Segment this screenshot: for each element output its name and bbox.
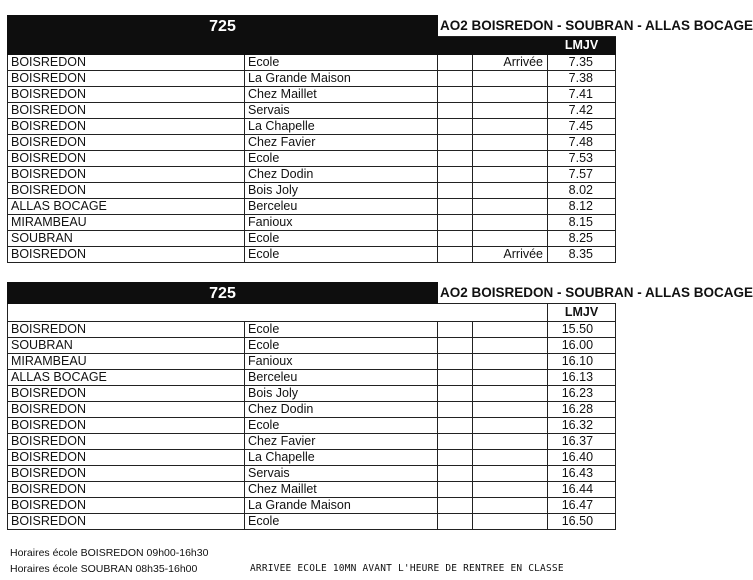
commune-cell: BOISREDON [8, 247, 245, 263]
header-empty-cell [438, 37, 473, 55]
table-row [8, 199, 616, 215]
table-row [8, 55, 616, 71]
header-empty-cell [473, 37, 548, 55]
note-cell [473, 418, 548, 434]
note-cell [473, 183, 548, 199]
empty-cell [438, 498, 473, 514]
table-row [8, 514, 616, 530]
header-empty-cell [8, 304, 245, 322]
note-cell [473, 103, 548, 119]
table-row [8, 322, 616, 338]
table-row [8, 103, 616, 119]
table-row [8, 71, 616, 87]
time-cell: 8.35 [548, 247, 616, 263]
line-number: 725 [8, 283, 438, 304]
table-row [8, 338, 616, 354]
note-cell: Arrivée [473, 247, 548, 263]
stop-cell: La Chapelle [245, 119, 438, 135]
commune-cell: BOISREDON [8, 167, 245, 183]
table-row [8, 466, 616, 482]
timetable-title-row [8, 16, 616, 37]
empty-cell [438, 87, 473, 103]
stop-cell: Ecole [245, 338, 438, 354]
stop-cell: Ecole [245, 55, 438, 71]
stop-cell: Ecole [245, 151, 438, 167]
note-cell [473, 135, 548, 151]
stop-cell: La Chapelle [245, 450, 438, 466]
time-cell: 16.47 [548, 498, 616, 514]
stop-cell: Fanioux [245, 215, 438, 231]
table-row [8, 418, 616, 434]
table-row [8, 231, 616, 247]
empty-cell [438, 231, 473, 247]
empty-cell [438, 151, 473, 167]
time-cell: 7.42 [548, 103, 616, 119]
note-cell [473, 119, 548, 135]
days-label: LMJV [548, 37, 616, 55]
empty-cell [438, 482, 473, 498]
stop-cell: Chez Favier [245, 434, 438, 450]
commune-cell: BOISREDON [8, 103, 245, 119]
table-row [8, 354, 616, 370]
time-cell: 7.38 [548, 71, 616, 87]
empty-cell [438, 338, 473, 354]
note-cell [473, 231, 548, 247]
note-cell [473, 370, 548, 386]
note-cell [473, 514, 548, 530]
stop-cell: Chez Maillet [245, 482, 438, 498]
empty-cell [438, 386, 473, 402]
time-cell: 16.44 [548, 482, 616, 498]
table-row [8, 247, 616, 263]
note-cell [473, 466, 548, 482]
empty-cell [438, 450, 473, 466]
stop-cell: Berceleu [245, 370, 438, 386]
empty-cell [438, 514, 473, 530]
empty-cell [438, 466, 473, 482]
note-cell [473, 386, 548, 402]
commune-cell: BOISREDON [8, 55, 245, 71]
stop-cell: Ecole [245, 514, 438, 530]
time-cell: 16.37 [548, 434, 616, 450]
commune-cell: BOISREDON [8, 514, 245, 530]
time-cell: 16.10 [548, 354, 616, 370]
route-title: AO2 BOISREDON - SOUBRAN - ALLAS BOCAGE [438, 16, 616, 37]
timetable-afternoon [7, 282, 753, 530]
empty-cell [438, 418, 473, 434]
header-empty-cell [245, 304, 438, 322]
table-row [8, 386, 616, 402]
empty-cell [438, 402, 473, 418]
note-cell [473, 167, 548, 183]
empty-cell [438, 135, 473, 151]
stop-cell: Fanioux [245, 354, 438, 370]
stop-cell: Ecole [245, 322, 438, 338]
stop-cell: Bois Joly [245, 386, 438, 402]
commune-cell: BOISREDON [8, 466, 245, 482]
note-cell [473, 199, 548, 215]
stop-cell: Ecole [245, 247, 438, 263]
time-cell: 16.40 [548, 450, 616, 466]
note-cell [473, 482, 548, 498]
empty-cell [438, 103, 473, 119]
commune-cell: BOISREDON [8, 418, 245, 434]
commune-cell: BOISREDON [8, 322, 245, 338]
empty-cell [438, 167, 473, 183]
commune-cell: BOISREDON [8, 482, 245, 498]
commune-cell: BOISREDON [8, 151, 245, 167]
commune-cell: BOISREDON [8, 386, 245, 402]
time-cell: 8.12 [548, 199, 616, 215]
time-cell: 7.45 [548, 119, 616, 135]
header-empty-cell [8, 37, 245, 55]
table-row [8, 402, 616, 418]
note-cell [473, 322, 548, 338]
stop-cell: Ecole [245, 418, 438, 434]
footer-arrival-note: ARRIVEE ECOLE 10MN AVANT L'HEURE DE RENTREE EN CLASSE [250, 563, 564, 574]
header-empty-cell [473, 304, 548, 322]
note-cell [473, 354, 548, 370]
timetable-title-row [8, 283, 616, 304]
empty-cell [438, 322, 473, 338]
timetable-morning [7, 15, 753, 263]
commune-cell: SOUBRAN [8, 338, 245, 354]
time-cell: 7.41 [548, 87, 616, 103]
note-cell [473, 151, 548, 167]
commune-cell: MIRAMBEAU [8, 354, 245, 370]
time-cell: 16.50 [548, 514, 616, 530]
table-row [8, 434, 616, 450]
note-cell [473, 434, 548, 450]
commune-cell: MIRAMBEAU [8, 215, 245, 231]
route-title: AO2 BOISREDON - SOUBRAN - ALLAS BOCAGE [438, 283, 616, 304]
empty-cell [438, 434, 473, 450]
time-cell: 8.02 [548, 183, 616, 199]
empty-cell [438, 119, 473, 135]
time-cell: 16.23 [548, 386, 616, 402]
footer-hours-boisredon: Horaires école BOISREDON 09h00-16h30 [10, 547, 209, 559]
commune-cell: BOISREDON [8, 135, 245, 151]
note-cell [473, 87, 548, 103]
stop-cell: Ecole [245, 231, 438, 247]
table-row [8, 370, 616, 386]
stop-cell: Berceleu [245, 199, 438, 215]
empty-cell [438, 183, 473, 199]
empty-cell [438, 354, 473, 370]
commune-cell: ALLAS BOCAGE [8, 370, 245, 386]
time-cell: 7.35 [548, 55, 616, 71]
stop-cell: Servais [245, 103, 438, 119]
empty-cell [438, 247, 473, 263]
footer-hours-soubran: Horaires école SOUBRAN 08h35-16h00 [10, 563, 198, 575]
header-empty-cell [245, 37, 438, 55]
stop-cell: Chez Favier [245, 135, 438, 151]
table-row [8, 87, 616, 103]
time-cell: 15.50 [548, 322, 616, 338]
empty-cell [438, 370, 473, 386]
time-cell: 7.53 [548, 151, 616, 167]
days-header-row [8, 304, 616, 322]
note-cell [473, 215, 548, 231]
table-row [8, 450, 616, 466]
time-cell: 7.48 [548, 135, 616, 151]
time-cell: 16.43 [548, 466, 616, 482]
stop-cell: Bois Joly [245, 183, 438, 199]
commune-cell: BOISREDON [8, 87, 245, 103]
days-label: LMJV [548, 304, 616, 322]
note-cell [473, 338, 548, 354]
commune-cell: BOISREDON [8, 498, 245, 514]
time-cell: 16.28 [548, 402, 616, 418]
table-row [8, 135, 616, 151]
table-row [8, 119, 616, 135]
stop-cell: Chez Dodin [245, 167, 438, 183]
time-cell: 16.00 [548, 338, 616, 354]
stop-cell: La Grande Maison [245, 71, 438, 87]
table-row [8, 151, 616, 167]
empty-cell [438, 199, 473, 215]
note-cell: Arrivée [473, 55, 548, 71]
empty-cell [438, 215, 473, 231]
time-cell: 8.15 [548, 215, 616, 231]
days-header-row [8, 37, 616, 55]
time-cell: 8.25 [548, 231, 616, 247]
commune-cell: BOISREDON [8, 434, 245, 450]
note-cell [473, 498, 548, 514]
time-cell: 16.13 [548, 370, 616, 386]
stop-cell: Servais [245, 466, 438, 482]
commune-cell: BOISREDON [8, 71, 245, 87]
time-cell: 16.32 [548, 418, 616, 434]
header-empty-cell [438, 304, 473, 322]
commune-cell: BOISREDON [8, 183, 245, 199]
commune-cell: ALLAS BOCAGE [8, 199, 245, 215]
commune-cell: BOISREDON [8, 450, 245, 466]
stop-cell: La Grande Maison [245, 498, 438, 514]
table-row [8, 498, 616, 514]
commune-cell: BOISREDON [8, 119, 245, 135]
table-row [8, 482, 616, 498]
empty-cell [438, 55, 473, 71]
note-cell [473, 402, 548, 418]
stop-cell: Chez Maillet [245, 87, 438, 103]
table-row [8, 215, 616, 231]
line-number: 725 [8, 16, 438, 37]
time-cell: 7.57 [548, 167, 616, 183]
table-row [8, 167, 616, 183]
commune-cell: BOISREDON [8, 402, 245, 418]
note-cell [473, 71, 548, 87]
empty-cell [438, 71, 473, 87]
commune-cell: SOUBRAN [8, 231, 245, 247]
stop-cell: Chez Dodin [245, 402, 438, 418]
note-cell [473, 450, 548, 466]
table-row [8, 183, 616, 199]
